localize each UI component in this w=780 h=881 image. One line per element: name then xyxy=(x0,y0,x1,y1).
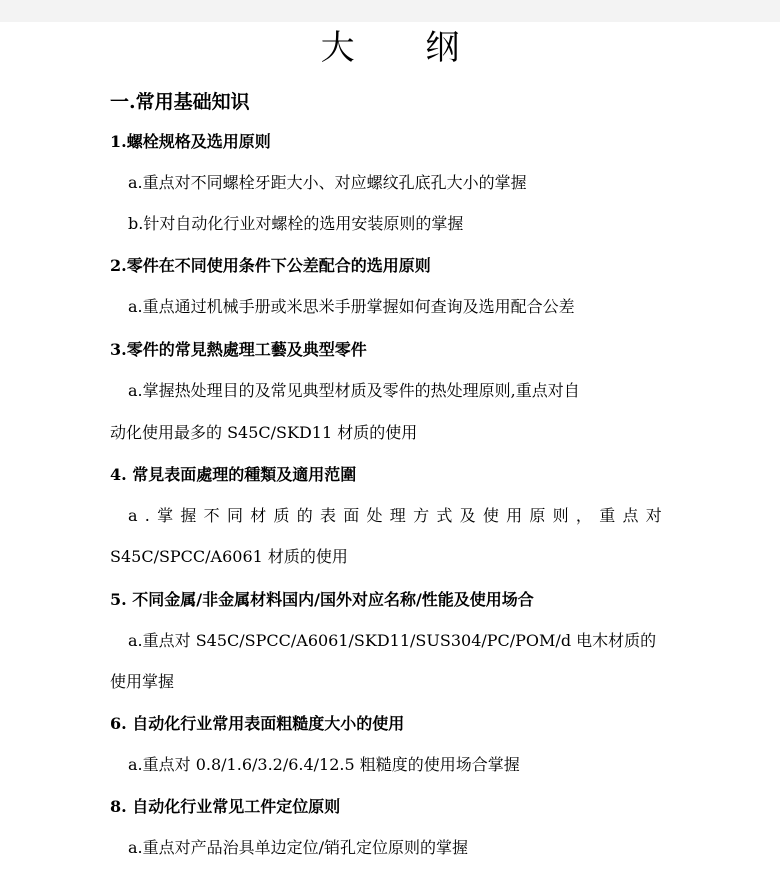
justified-char: a xyxy=(128,506,138,525)
justified-char: 使 xyxy=(482,506,499,525)
justified-char: 理 xyxy=(389,506,406,525)
justified-char: 握 xyxy=(180,506,197,525)
justified-char: 用 xyxy=(506,506,523,525)
item-heading-5: 5. 不同金属/非金属材料国内/国外对应名称/性能及使用场合 xyxy=(110,590,534,609)
document-title: 大 纲 xyxy=(320,28,490,68)
item-line: a.重点对 0.8/1.6/3.2/6.4/12.5 粗糙度的使用场合掌握 xyxy=(128,755,520,774)
item-line: b.针对自动化行业对螺栓的选用安装原则的掌握 xyxy=(128,214,464,233)
item-heading-2: 2.零件在不同使用条件下公差配合的选用原则 xyxy=(110,256,431,275)
justified-char: 则 xyxy=(552,506,569,525)
item-line-continued: 动化使用最多的 S45C/SKD11 材质的使用 xyxy=(110,423,418,442)
justified-char: 式 xyxy=(436,506,453,525)
justified-char: 重 xyxy=(599,506,616,525)
justified-char: 面 xyxy=(343,506,360,525)
justified-char: 点 xyxy=(622,506,639,525)
justified-char: 对 xyxy=(645,506,662,525)
item-heading-6: 6. 自动化行业常用表面粗糙度大小的使用 xyxy=(110,714,405,733)
justified-char: 同 xyxy=(226,506,243,525)
justified-char: 原 xyxy=(529,506,546,525)
item-line: a.重点通过机械手册或米思米手册掌握如何查询及选用配合公差 xyxy=(128,297,575,316)
item-heading-4: 4. 常見表面處理的種類及適用范圍 xyxy=(110,465,357,484)
justified-char: ， xyxy=(575,506,592,525)
justified-char: 不 xyxy=(203,506,220,525)
justified-char: 的 xyxy=(296,506,313,525)
justified-char: 处 xyxy=(366,506,383,525)
item-heading-8: 8. 自动化行业常见工件定位原则 xyxy=(110,797,341,816)
justified-char: 材 xyxy=(250,506,267,525)
item-line: a.重点对产品治具单边定位/销孔定位原则的掌握 xyxy=(128,838,469,857)
justified-char: 表 xyxy=(320,506,337,525)
item-heading-1: 1.螺栓规格及选用原则 xyxy=(110,132,271,151)
item-line-continued: S45C/SPCC/A6061 材质的使用 xyxy=(110,547,348,566)
item-heading-3: 3.零件的常見熱處理工藝及典型零件 xyxy=(110,340,367,359)
item-line-continued: 使用掌握 xyxy=(110,672,175,691)
justified-char: 及 xyxy=(459,506,476,525)
justified-char: 质 xyxy=(273,506,290,525)
item-line: a.重点对 S45C/SPCC/A6061/SKD11/SUS304/PC/POM/d 电木材质的 xyxy=(128,631,657,650)
item-line-justified xyxy=(128,505,662,527)
justified-char: . xyxy=(144,506,150,525)
section-heading: 一.常用基础知识 xyxy=(110,91,250,113)
justified-char: 方 xyxy=(413,506,430,525)
item-line: a.掌握热处理目的及常见典型材质及零件的热处理原则,重点对自 xyxy=(128,381,580,400)
item-line: a.重点对不同螺栓牙距大小、对应螺纹孔底孔大小的掌握 xyxy=(128,173,527,192)
justified-char: 掌 xyxy=(157,506,174,525)
